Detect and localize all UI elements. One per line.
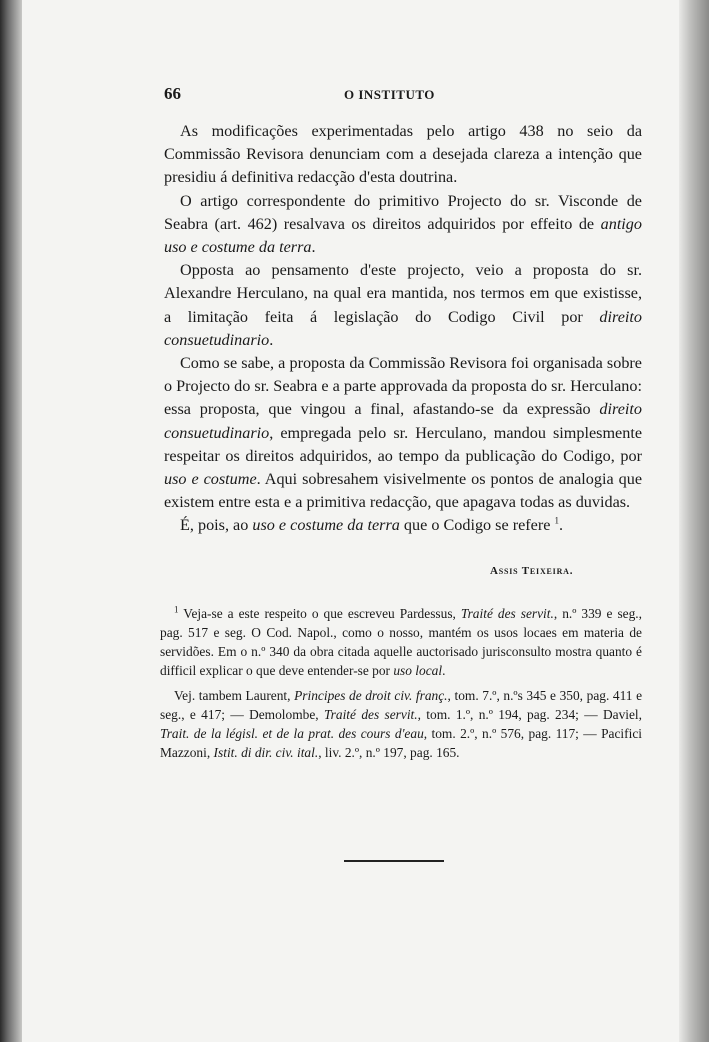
footnote-2: Vej. tambem Laurent, Principes de droit civ. franç., tom. 7.º, n.ºs 345 e 350, pag. 411 e seg., e 417; — Demolombe, Traité des servit., tom. 1.º, n.º 194, pag. 234; — Daviel, Trait. de la législ. et de la prat. des cours d'eau, tom. 2.º, n.º 576, pag. 117; — Pacifici Mazzoni, Istit. di dir. civ. ital., liv. 2.º, n.º 197, pag. 165. <box>160 688 643 760</box>
page-edge-left <box>0 0 22 1042</box>
closing-rule <box>344 860 444 862</box>
paragraph-3: Opposta ao pensamento d'este projecto, veio a proposta do sr. Alexandre Herculano, na qual era mantida, nos termos em que existisse, a limitação feita á legislação do Codigo Civil por direito consuetudinario. <box>164 261 642 349</box>
author-signature: Assis Teixeira. <box>490 565 574 577</box>
page-header <box>164 84 644 106</box>
page-number: 66 <box>164 84 181 103</box>
paragraph-1: As modificações experimentadas pelo artigo 438 no seio da Commissão Revisora denunciam com a desejada clareza a intenção que presidiu á definitiva redacção d'esta doutrina. <box>164 122 642 187</box>
body-text <box>164 120 642 538</box>
paragraph-2: O artigo correspondente do primitivo Projecto do sr. Visconde de Seabra (art. 462) resalvava os direitos adquiridos por effeito de antigo uso e costume da terra. <box>164 191 642 257</box>
footnotes <box>160 604 642 768</box>
running-title: O INSTITUTO <box>344 87 435 102</box>
paragraph-4: Como se sabe, a proposta da Commissão Revisora foi organisada sobre o Projecto do sr. Seabra e a parte approvada da proposta do sr. Herculano: essa proposta, que vingou a final, afastando-se da expressão direito consuetudinario, empregada pelo sr. Herculano, mandou simplesmente respeitar os direitos adquiridos, ao tempo da publicação do Codigo, por uso e costume. Aqui sobresahem visivelmente os pontos de analogia que existem entre esta e a primitiva redacção, que apagava todas as duvidas. <box>164 354 642 512</box>
footnote-marker: 1 <box>554 516 559 527</box>
book-page <box>120 0 650 1042</box>
footnote-1: $^1$ Veja-se a este respeito o que escreveu Pardessus, Traité des servit., n.º 339 e seg., pag. 517 e seg. O Cod. Napol., como o nosso, mantém os usos locaes em materia de servidões. Em o n.º 340 da obra citada aquelle auctorisado jurisconsulto mostra quanto é difficil explicar o que deve entender-se por uso local. <box>160 604 642 678</box>
page-edge-right <box>679 0 709 1042</box>
paragraph-5: É, pois, ao uso e costume da terra que o Codigo se refere $^1$. <box>180 516 564 535</box>
